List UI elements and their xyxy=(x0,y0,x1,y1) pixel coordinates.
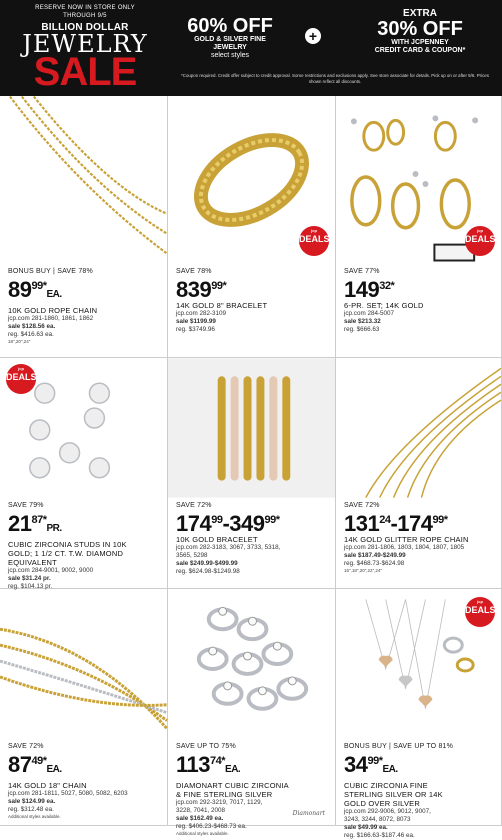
deals-badge-label: DEALS xyxy=(299,234,330,244)
sku-numbers: jcp.com 292-9006, 9012, 9007, xyxy=(344,808,431,815)
regular-price: reg. $312.48 ea. xyxy=(8,806,54,813)
offer1-line2: JEWELRY xyxy=(213,44,247,51)
offer-extra-30-off xyxy=(345,8,495,55)
product-name: DIAMONART CUBIC ZIRCONIA xyxy=(176,781,289,790)
product-card[interactable] xyxy=(336,96,502,358)
sale-price: sale $1199.99 xyxy=(176,318,216,325)
product-name: CUBIC ZIRCONIA STUDS IN 10K xyxy=(8,540,127,549)
fine-print: 18",20",24" xyxy=(8,339,31,344)
sku-numbers: jcp.com 281-1860, 1861, 1862 xyxy=(8,315,94,322)
price xyxy=(176,275,267,301)
deals-badge-brand: jcp xyxy=(477,599,483,604)
price-dollars: 113 xyxy=(176,752,210,777)
price xyxy=(344,750,453,781)
savings-tag: BONUS BUY | SAVE 78% xyxy=(8,268,93,275)
plus-icon: + xyxy=(305,28,321,44)
product-card[interactable] xyxy=(168,358,336,589)
product-name: STERLING SILVER OR 14K xyxy=(344,790,443,799)
offer2-headline: 30% OFF xyxy=(377,18,463,40)
deals-badge-label: DEALS xyxy=(6,372,37,382)
sale-price: sale $124.99 ea. xyxy=(8,798,56,805)
price-dollars: 131 xyxy=(344,511,380,536)
product-card[interactable] xyxy=(336,589,502,839)
deals-badge xyxy=(465,226,495,256)
disclaimer-text: *Coupon required. Credit offer subject to credit approval. Some restrictions and exclusions apply. See store associate for details. Pick up on or after 9/6. Prices shown reflect all discounts. xyxy=(181,73,489,84)
offer1-line1: GOLD & SILVER FINE xyxy=(194,36,266,43)
offer2-extra: EXTRA xyxy=(403,8,437,19)
regular-price: reg. $3749.96 xyxy=(176,326,215,333)
sale-price: sale $249.99-$499.99 xyxy=(176,560,238,567)
price-dollars: 174 xyxy=(176,511,212,536)
product-name: CUBIC ZIRCONIA FINE xyxy=(344,781,428,790)
product-image xyxy=(336,358,501,498)
price xyxy=(344,275,424,301)
sku-numbers: jcp.com 282-3183, 3067, 3733, 5318, xyxy=(176,544,281,551)
sale-price: sale $31.24 pr. xyxy=(8,575,51,582)
price-dollars: 21 xyxy=(8,511,32,536)
price xyxy=(176,750,289,781)
product-info xyxy=(176,268,267,334)
fine-print: Additional styles available. xyxy=(8,814,61,819)
sku-numbers: jcp.com 292-3219, 7017, 1129, xyxy=(176,799,263,806)
through-text: THROUGH 9/5 xyxy=(63,13,107,19)
price-dollars: 87 xyxy=(8,752,32,777)
product-info xyxy=(344,502,469,574)
billion-text: BILLION DOLLAR xyxy=(41,22,129,33)
product-name: 10K GOLD ROPE CHAIN xyxy=(8,306,98,315)
offer1-line3: select styles xyxy=(210,52,250,59)
deals-badge-brand: jcp xyxy=(311,228,317,233)
price-range-dollars: -349 xyxy=(222,511,265,536)
regular-price: reg. $416.63 ea. xyxy=(8,331,54,338)
price-dollars: 89 xyxy=(8,277,32,302)
product-info xyxy=(176,743,289,837)
price-cents: 87* xyxy=(31,514,47,526)
promo-header xyxy=(0,0,502,96)
offer1-headline: 60% OFF xyxy=(187,15,273,37)
price-unit: EA. xyxy=(46,289,62,300)
product-info xyxy=(344,268,424,334)
deals-badge-label: DEALS xyxy=(465,605,496,615)
regular-price: reg. $468.73-$624.98 xyxy=(344,560,405,567)
price-unit: EA. xyxy=(225,764,241,775)
price-dollars: 839 xyxy=(176,277,212,302)
product-card[interactable] xyxy=(168,589,336,836)
price-cents: 99 xyxy=(211,514,223,526)
sale-price: sale $187.49-$249.99 xyxy=(344,552,406,559)
offer-60-off xyxy=(175,16,285,60)
product-info xyxy=(8,743,128,820)
product-info xyxy=(8,502,127,591)
regular-price: reg. $166.63-$187.46 ea. xyxy=(344,832,415,839)
price xyxy=(8,750,128,781)
price xyxy=(176,509,280,535)
price-cents: 32* xyxy=(379,280,395,292)
price-cents: 74* xyxy=(210,755,226,767)
product-image xyxy=(0,589,167,739)
price-range-cents: 99* xyxy=(264,514,280,526)
product-name: 14K GOLD GLITTER ROPE CHAIN xyxy=(344,535,469,544)
deals-badge-brand: jcp xyxy=(477,228,483,233)
sku-numbers: jcp.com 281-1806, 1803, 1804, 1807, 1805 xyxy=(344,544,465,551)
deals-badge xyxy=(299,226,329,256)
reserve-text: RESERVE NOW IN STORE ONLY xyxy=(35,5,135,11)
product-card[interactable] xyxy=(0,589,168,826)
product-name: & FINE STERLING SILVER xyxy=(176,790,273,799)
product-name: 6-PR. SET; 14K GOLD xyxy=(344,301,424,310)
offer2-line2: CREDIT CARD & COUPON* xyxy=(374,47,466,54)
sale-logo xyxy=(10,4,160,94)
regular-price: reg. $666.63 xyxy=(344,326,380,333)
fine-print: Additional styles available. xyxy=(176,831,229,836)
offer2-line1: WITH JCPENNEY xyxy=(391,39,449,46)
price-unit: EA. xyxy=(382,764,398,775)
sku-numbers: 3565, 5298 xyxy=(176,552,208,559)
product-image xyxy=(0,96,167,264)
price-range-dollars: -174 xyxy=(390,511,433,536)
price-dollars: 34 xyxy=(344,752,368,777)
price-unit: PR. xyxy=(46,523,62,534)
product-info xyxy=(8,268,97,345)
sale-price: sale $128.56 ea. xyxy=(8,323,56,330)
product-info xyxy=(176,502,280,576)
savings-tag: SAVE 72% xyxy=(344,502,380,509)
product-name: 14K GOLD 18" CHAIN xyxy=(8,781,87,790)
sku-numbers: jcp.com 284-9001, 9002, 9000 xyxy=(8,567,94,574)
price-range-cents: 99* xyxy=(432,514,448,526)
price xyxy=(8,275,97,306)
price-cents: 24 xyxy=(379,514,391,526)
product-card[interactable] xyxy=(0,358,168,589)
deals-badge-label: DEALS xyxy=(465,234,496,244)
sku-numbers: jcp.com 284-5007 xyxy=(344,310,395,317)
sku-numbers: 3243, 3244, 8072, 8073 xyxy=(344,816,411,823)
savings-tag: SAVE 78% xyxy=(176,268,212,275)
jewelry-text: JEWELRY xyxy=(22,30,148,58)
price xyxy=(344,509,469,535)
price-unit: EA. xyxy=(46,764,62,775)
savings-tag: SAVE 77% xyxy=(344,268,380,275)
product-card[interactable] xyxy=(336,358,502,589)
product-card[interactable] xyxy=(168,96,336,358)
sale-text: SALE xyxy=(33,50,137,94)
sku-numbers: jcp.com 282-3109 xyxy=(176,310,227,317)
deals-badge xyxy=(6,364,36,394)
price-dollars: 149 xyxy=(344,277,380,302)
savings-tag: SAVE UP TO 75% xyxy=(176,743,236,750)
savings-tag: SAVE 79% xyxy=(8,502,44,509)
price-cents: 99* xyxy=(211,280,227,292)
product-name: 14K GOLD 8" BRACELET xyxy=(176,301,268,310)
regular-price: reg. $406.23-$468.73 ea. xyxy=(176,823,247,830)
product-name: GOLD OVER SILVER xyxy=(344,799,420,808)
savings-tag: BONUS BUY | SAVE UP TO 81% xyxy=(344,743,454,750)
deals-badge-brand: jcp xyxy=(18,366,24,371)
product-image xyxy=(168,358,335,498)
sale-price: sale $213.32 xyxy=(344,318,381,325)
savings-tag: SAVE 72% xyxy=(8,743,44,750)
product-info xyxy=(344,743,453,840)
price xyxy=(8,509,127,540)
sale-price: sale $49.99 ea. xyxy=(344,824,388,831)
regular-price: reg. $624.98-$1249.98 xyxy=(176,568,240,575)
savings-tag: SAVE 72% xyxy=(176,502,212,509)
fine-print: 16",18",20",22",24" xyxy=(344,568,383,573)
deals-badge xyxy=(465,597,495,627)
price-cents: 99* xyxy=(367,755,383,767)
sku-numbers: 3228, 7041, 2008 xyxy=(176,807,226,814)
regular-price: reg. $104.13 pr. xyxy=(8,583,53,590)
product-card[interactable] xyxy=(0,96,168,358)
price-cents: 49* xyxy=(31,755,47,767)
brand-signature: Diamonart xyxy=(292,810,325,817)
product-image xyxy=(168,589,335,739)
sale-price: sale $162.49 ea. xyxy=(176,815,224,822)
sku-numbers: jcp.com 281-1811, 5027, 5080, 5082, 6203 xyxy=(8,790,128,797)
product-name: 10K GOLD BRACELET xyxy=(176,535,258,544)
price-cents: 99* xyxy=(31,280,47,292)
product-name: EQUIVALENT xyxy=(8,558,57,567)
product-name: GOLD; 1 1/2 CT. T.W. DIAMOND xyxy=(8,549,124,558)
